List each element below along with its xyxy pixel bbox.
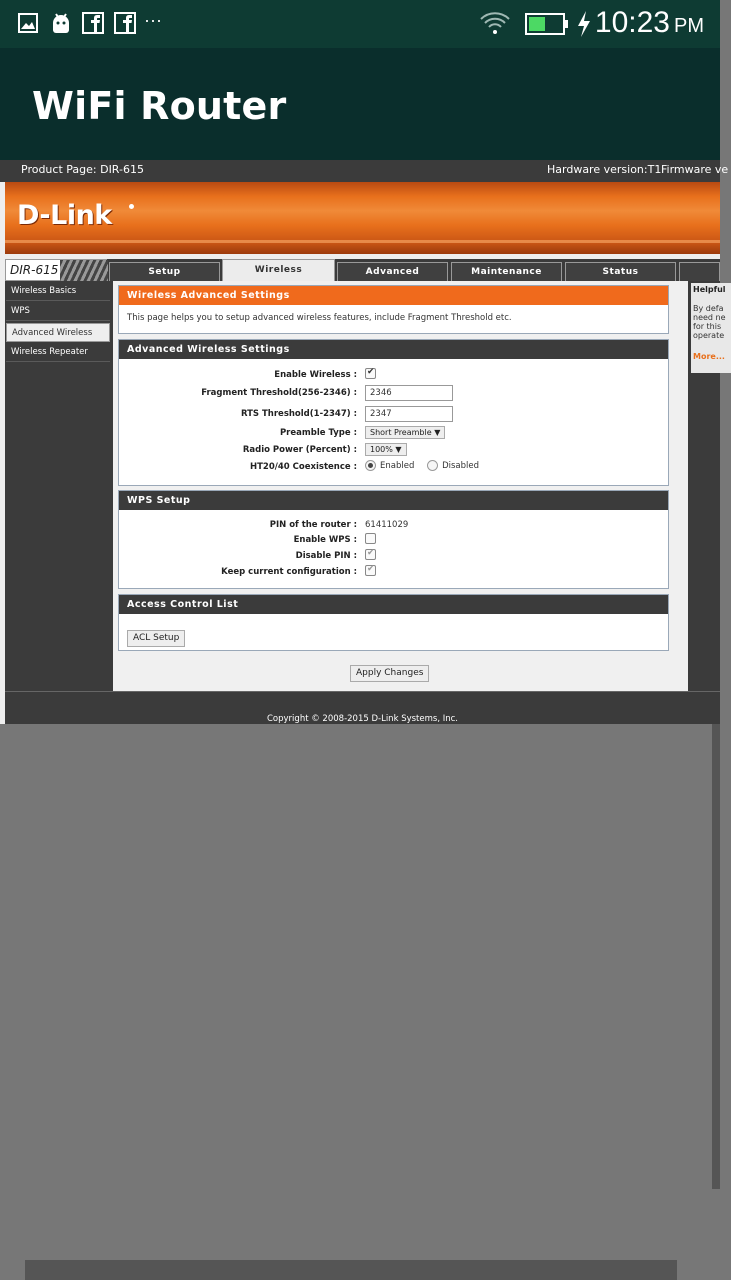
intro-section bbox=[118, 285, 669, 334]
preamble-select[interactable]: Short Preamble ▼ bbox=[365, 426, 445, 439]
battery-icon bbox=[525, 13, 569, 40]
sidebar-item-wireless-basics[interactable]: Wireless Basics bbox=[6, 282, 110, 301]
disable-pin-row bbox=[119, 549, 670, 565]
acl-title: Access Control List bbox=[119, 595, 668, 614]
tab-maintenance[interactable]: Maintenance bbox=[451, 262, 562, 281]
bottom-bar bbox=[25, 1260, 677, 1280]
rts-threshold-row bbox=[119, 406, 670, 422]
fragment-threshold-input[interactable] bbox=[365, 385, 453, 401]
dlink-banner bbox=[5, 182, 720, 254]
enable-wireless-row bbox=[119, 368, 670, 384]
intro-text: This page helps you to setup advanced wireless features, include Fragment Threshold etc. bbox=[127, 313, 512, 323]
rts-threshold-input[interactable] bbox=[365, 406, 453, 422]
logo-dot bbox=[129, 204, 134, 209]
fragment-threshold-row bbox=[119, 385, 670, 401]
sidebar-item-advanced-wireless[interactable]: Advanced Wireless bbox=[6, 323, 110, 342]
image-icon bbox=[18, 12, 38, 39]
wps-title: WPS Setup bbox=[119, 491, 668, 510]
help-title: Helpful bbox=[693, 285, 726, 294]
sidebar-item-wps[interactable]: WPS bbox=[6, 302, 110, 321]
help-more-link[interactable]: More... bbox=[693, 352, 725, 361]
clock: 10:23 PM bbox=[594, 6, 704, 39]
acl-section bbox=[118, 594, 669, 651]
tab-wireless[interactable]: Wireless bbox=[222, 259, 335, 281]
pin-value: 61411029 bbox=[365, 520, 409, 530]
hardware-version-label: Hardware version:T1 bbox=[547, 163, 662, 176]
help-column bbox=[688, 281, 726, 691]
firmware-version-label: Firmware ve bbox=[661, 163, 729, 176]
fragment-threshold-label: Fragment Threshold(256-2346) : bbox=[201, 388, 357, 398]
coexistence-disabled-label: Disabled bbox=[442, 460, 479, 471]
disable-pin-checkbox[interactable] bbox=[365, 549, 376, 560]
tab-advanced[interactable]: Advanced bbox=[337, 262, 448, 281]
tab-bar bbox=[5, 259, 720, 281]
enable-wps-label: Enable WPS : bbox=[293, 535, 357, 545]
pin-label: PIN of the router : bbox=[269, 520, 357, 530]
tab-setup[interactable]: Setup bbox=[109, 262, 220, 281]
wifi-icon bbox=[479, 10, 511, 41]
sidebar bbox=[5, 281, 113, 691]
enable-wps-row bbox=[119, 533, 670, 549]
android-icon bbox=[50, 12, 72, 39]
preamble-label: Preamble Type : bbox=[279, 428, 357, 438]
help-box bbox=[691, 283, 731, 373]
preamble-row bbox=[119, 426, 670, 442]
keep-config-checkbox[interactable] bbox=[365, 565, 376, 576]
facebook-icon bbox=[82, 12, 104, 39]
model-label: DIR-615 bbox=[5, 259, 107, 281]
sidebar-item-wireless-repeater[interactable]: Wireless Repeater bbox=[6, 343, 110, 362]
rts-threshold-label: RTS Threshold(1-2347) : bbox=[240, 409, 357, 419]
product-page-label: Product Page: DIR-615 bbox=[21, 163, 144, 176]
advanced-settings-title: Advanced Wireless Settings bbox=[119, 340, 668, 359]
coexistence-enabled-label: Enabled bbox=[380, 460, 415, 471]
enable-wireless-checkbox[interactable] bbox=[365, 368, 376, 379]
radio-power-row bbox=[119, 443, 670, 459]
status-bar bbox=[0, 0, 720, 48]
intro-title: Wireless Advanced Settings bbox=[119, 286, 668, 305]
coexistence-row bbox=[119, 460, 670, 476]
more-icon: ··· bbox=[144, 10, 162, 30]
app-bar bbox=[0, 48, 720, 160]
wps-section bbox=[118, 490, 669, 589]
app-title: WiFi Router bbox=[32, 84, 287, 128]
coexistence-enabled-radio[interactable] bbox=[365, 460, 376, 471]
scroll-bar[interactable] bbox=[712, 724, 720, 1189]
copyright-footer: Copyright © 2008-2015 D-Link Systems, Inc. bbox=[5, 691, 720, 724]
product-strip bbox=[0, 160, 729, 182]
help-text: By defa need ne for this operate bbox=[693, 304, 726, 340]
coexistence-label: HT20/40 Coexistence : bbox=[250, 462, 357, 472]
charging-icon bbox=[576, 10, 592, 43]
facebook-icon bbox=[114, 12, 136, 39]
pin-row bbox=[119, 518, 670, 534]
coexistence-disabled-radio[interactable] bbox=[427, 460, 438, 471]
main-content bbox=[113, 281, 688, 691]
keep-config-row bbox=[119, 565, 670, 581]
acl-setup-button[interactable]: ACL Setup bbox=[127, 630, 185, 647]
enable-wps-checkbox[interactable] bbox=[365, 533, 376, 544]
enable-wireless-label: Enable Wireless : bbox=[274, 370, 357, 380]
radio-power-select[interactable]: 100% ▼ bbox=[365, 443, 407, 456]
router-webview[interactable] bbox=[0, 160, 729, 724]
tab-help[interactable] bbox=[679, 262, 720, 281]
disable-pin-label: Disable PIN : bbox=[295, 551, 357, 561]
keep-config-label: Keep current configuration : bbox=[221, 567, 357, 577]
radio-power-label: Radio Power (Percent) : bbox=[242, 445, 357, 455]
apply-changes-button[interactable]: Apply Changes bbox=[350, 665, 429, 682]
advanced-settings-section bbox=[118, 339, 669, 486]
dlink-logo: D-Link bbox=[17, 200, 112, 231]
tab-status[interactable]: Status bbox=[565, 262, 676, 281]
